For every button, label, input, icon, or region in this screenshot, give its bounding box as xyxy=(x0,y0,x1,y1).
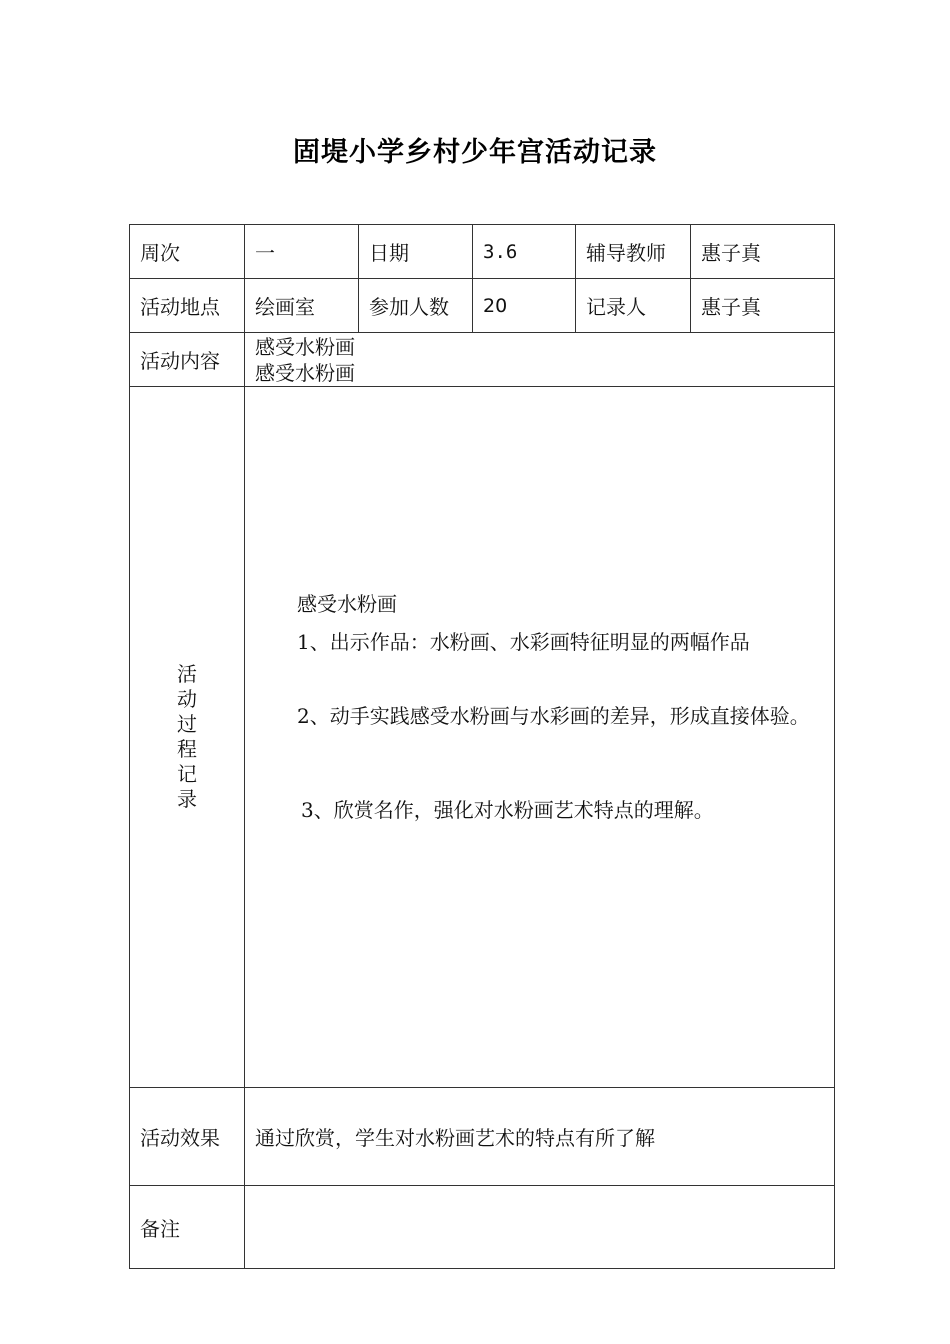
activity-record-table xyxy=(129,224,835,1269)
process-step: 1、出示作品：水粉画、水彩画特征明显的两幅作品 xyxy=(297,630,750,654)
week-value: 一 xyxy=(245,225,359,279)
week-label: 周次 xyxy=(130,225,245,279)
process-label-char: 记 xyxy=(177,762,197,786)
effect-label: 活动效果 xyxy=(130,1088,245,1186)
content-label: 活动内容 xyxy=(130,333,245,387)
process-label-char: 动 xyxy=(177,687,197,711)
date-label: 日期 xyxy=(359,225,473,279)
table-row xyxy=(130,279,835,333)
recorder-label: 记录人 xyxy=(576,279,691,333)
process-label-char: 过 xyxy=(177,712,197,736)
teacher-value: 惠子真 xyxy=(691,225,835,279)
effect-value: 通过欣赏，学生对水粉画艺术的特点有所了解 xyxy=(245,1088,835,1186)
table-row xyxy=(130,333,835,387)
page-title: 固堤小学乡村少年宫活动记录 xyxy=(293,137,657,168)
table-row xyxy=(130,1088,835,1186)
process-label-char: 活 xyxy=(177,662,197,686)
process-step: 3、欣赏名作，强化对水粉画艺术特点的理解。 xyxy=(301,798,714,822)
participants-value: 20 xyxy=(473,279,576,333)
date-value: 3.6 xyxy=(473,225,576,279)
content-line: 感受水粉画 xyxy=(255,360,355,385)
participants-label: 参加人数 xyxy=(359,279,473,333)
location-label: 活动地点 xyxy=(130,279,245,333)
process-label xyxy=(130,387,245,1088)
process-label-char: 录 xyxy=(177,787,197,811)
table-row xyxy=(130,387,835,1088)
process-content xyxy=(245,387,835,1088)
remarks-label: 备注 xyxy=(130,1186,245,1269)
remarks-value xyxy=(245,1186,835,1269)
teacher-label: 辅导教师 xyxy=(576,225,691,279)
recorder-value: 惠子真 xyxy=(691,279,835,333)
table-row xyxy=(130,225,835,279)
process-label-char: 程 xyxy=(177,737,197,761)
content-value xyxy=(245,333,835,387)
location-value: 绘画室 xyxy=(245,279,359,333)
table-row xyxy=(130,1186,835,1269)
process-heading: 感受水粉画 xyxy=(297,592,397,616)
process-step: 2、动手实践感受水粉画与水彩画的差异，形成直接体验。 xyxy=(297,704,810,728)
content-line: 感受水粉画 xyxy=(255,334,355,359)
